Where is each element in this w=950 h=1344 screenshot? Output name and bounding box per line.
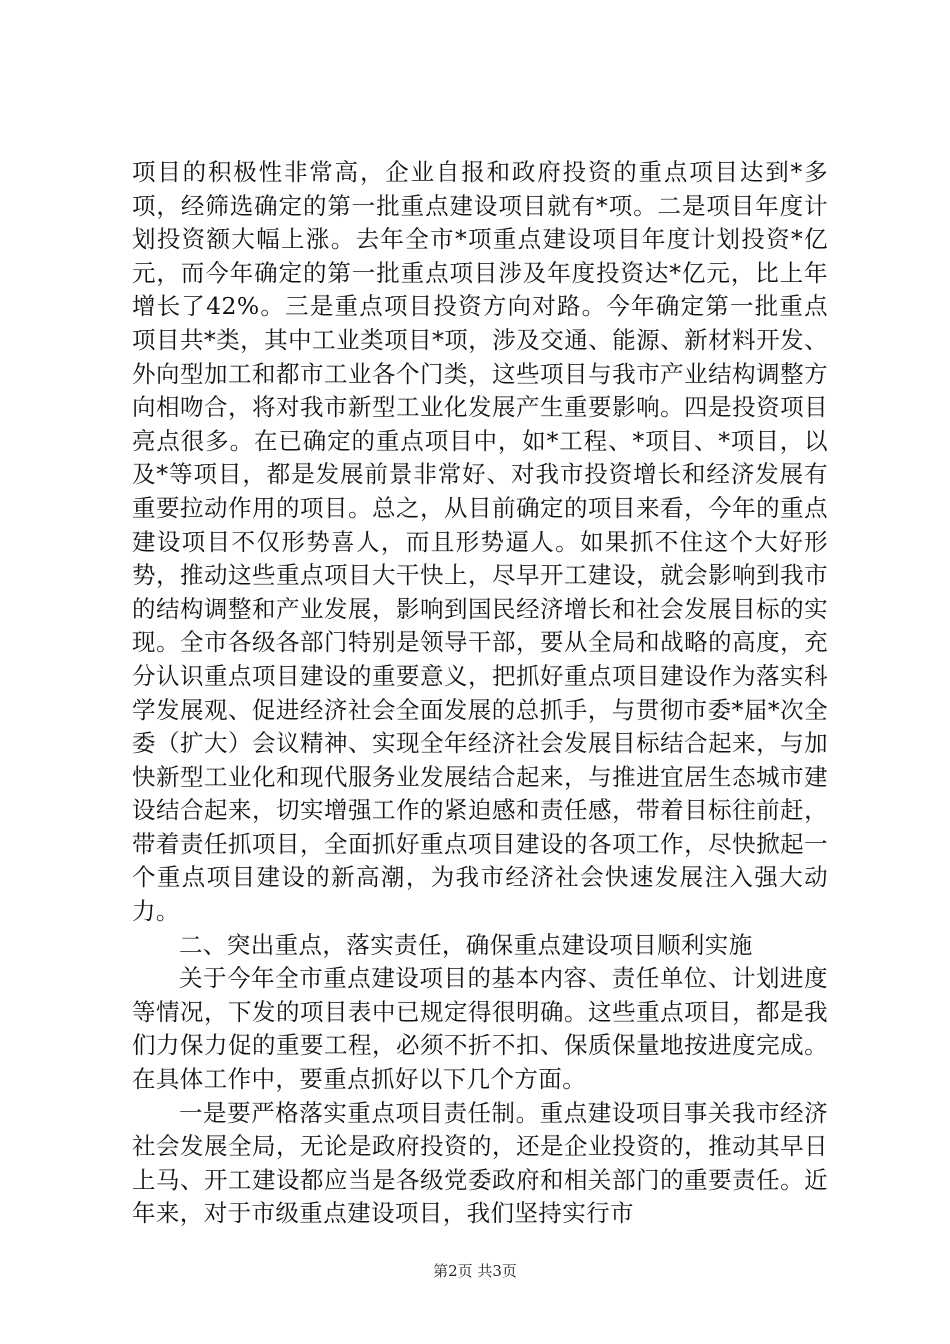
section-heading: 二、突出重点，落实责任，确保重点建设项目顺利实施 xyxy=(179,930,753,959)
body-paragraph: 一是要严格落实重点项目责任制。重点建设项目事关我市经济社会发展全局，无论是政府投资的，还是企业投资的，推动其早日上马、开工建设都应当是各级党委政府和相关部门的重要责任。近年来，对于市级重点建设项目，我们坚持实行市 xyxy=(132,1098,828,1228)
document-body xyxy=(132,156,828,1231)
body-paragraph: 项目的积极性非常高，企业自报和政府投资的重点项目达到*多项，经筛选确定的第一批重点建设项目就有*项。二是项目年度计划投资额大幅上涨。去年全市*项重点建设项目年度计划投资*亿元，而今年确定的第一批重点项目涉及年度投资达*亿元，比上年增长了42%。三是重点项目投资方向对路。今年确定第一批重点项目共*类，其中工业类项目*项，涉及交通、能源、新材料开发、外向型加工和都市工业各个门类，这些项目与我市产业结构调整方向相吻合，将对我市新型工业化发展产生重要影响。四是投资项目亮点很多。在已确定的重点项目中，如*工程、*项目、*项目，以及*等项目，都是发展前景非常好、对我市投资增长和经济发展有重要拉动作用的项目。总之，从目前确定的项目来看，今年的重点建设项目不仅形势喜人，而且形势逼人。如果抓不住这个大好形势，推动这些重点项目大干快上，尽早开工建设，就会影响到我市的结构调整和产业发展，影响到国民经济增长和社会发展目标的实现。全市各级各部门特别是领导干部，要从全局和战略的高度，充分认识重点项目建设的重要意义，把抓好重点项目建设作为落实科学发展观、促进经济社会全面发展的总抓手，与贯彻市委*届*次全委（扩大）会议精神、实现全年经济社会发展目标结合起来，与加快新型工业化和现代服务业发展结合起来，与推进宜居生态城市建设结合起来，切实增强工作的紧迫感和责任感，带着目标往前赶，带着责任抓项目，全面抓好重点项目建设的各项工作，尽快掀起一个重点项目建设的新高潮，为我市经济社会快速发展注入强大动力。 xyxy=(132,158,828,926)
page-number-footer: 第2页 共3页 xyxy=(433,1262,517,1280)
body-paragraph: 关于今年全市重点建设项目的基本内容、责任单位、计划进度等情况，下发的项目表中已规定得很明确。这些重点项目，都是我们力保力促的重要工程，必须不折不扣、保质保量地按进度完成。在具体工作中，要重点抓好以下几个方面。 xyxy=(132,964,828,1094)
